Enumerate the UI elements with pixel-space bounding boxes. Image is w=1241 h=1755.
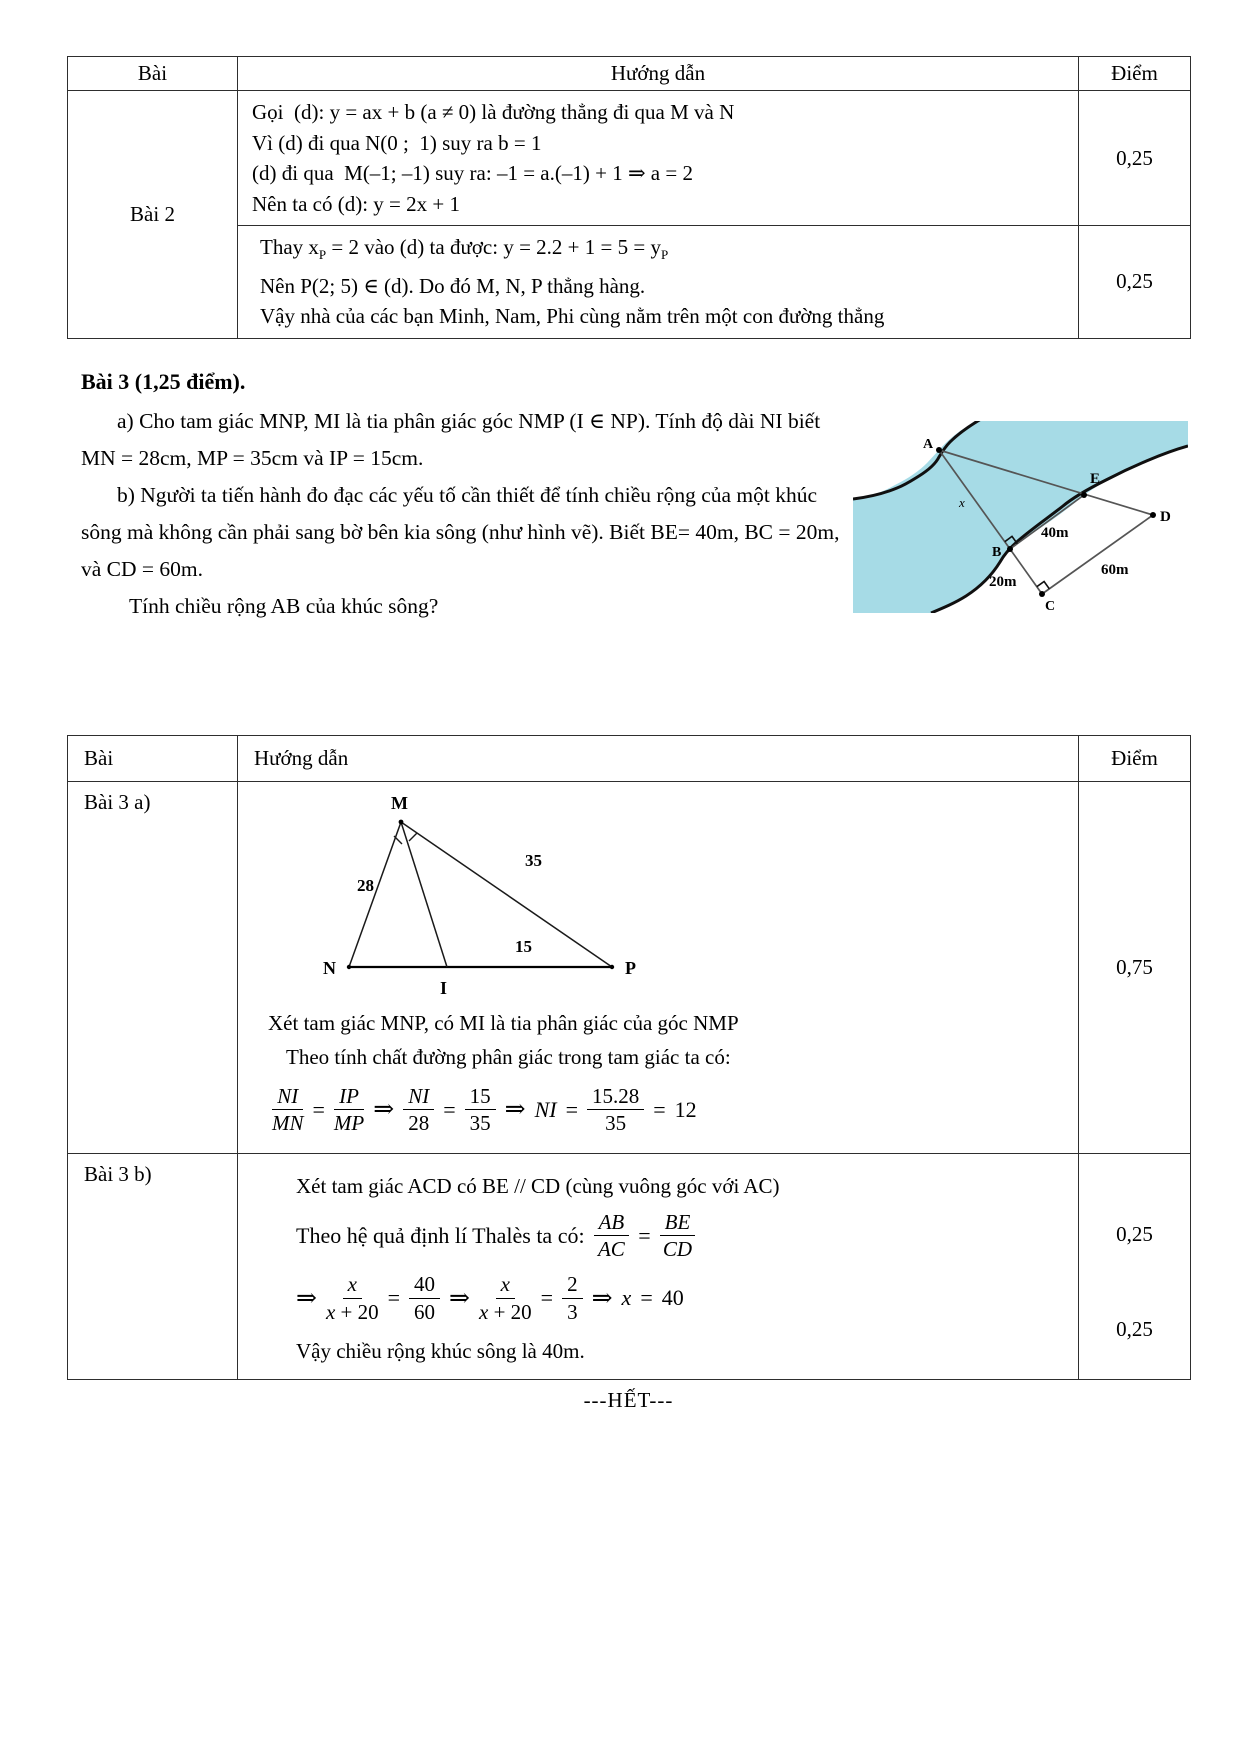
segment-mp: [401, 822, 612, 967]
label-cd-length: 60m: [1101, 561, 1129, 578]
problem3-question: Tính chiều rộng AB của khúc sông?: [129, 593, 439, 618]
result-value: 12: [674, 1096, 697, 1122]
score-value: 0,25: [1079, 226, 1191, 339]
bai3a-solution-cell: [238, 781, 1079, 1153]
bai3b-score-cell: [1079, 1153, 1191, 1379]
problem3-part-b: b) Người ta tiến hành đo đạc các yếu tố cần thiết để tính chiều rộng của một khúc sông mà không cần phải sang bờ bên kia sông (như hình vẽ). Biết BE= 40m, BC = 20m, và CD = 60m.: [81, 482, 840, 581]
label-be-length: 40m: [1041, 524, 1069, 541]
equals-sign: =: [565, 1096, 578, 1122]
score-value: 0,25: [1079, 91, 1191, 226]
solution-line: Nên P(2; 5) ∈ (d). Do đó M, N, P thẳng hàng.: [260, 273, 646, 298]
score-value: 0,75: [1079, 781, 1191, 1153]
solution-line: Nên ta có (d): y = 2x + 1: [252, 191, 460, 216]
river-water: [853, 421, 1188, 613]
bai2-label: Bài 2: [68, 91, 238, 339]
fraction: $\frac{AB}{AC}$: [594, 1210, 630, 1263]
problem3-part-a: a) Cho tam giác MNP, MI là tia phân giác góc NMP (I ∈ NP). Tính độ dài NI biết MN = 28cm, MP = 35cm và IP = 15cm.: [81, 408, 821, 470]
segment-mi: [401, 822, 447, 967]
equals-sign: =: [638, 1222, 651, 1248]
table2-header-huongdan: Hướng dẫn: [238, 735, 1079, 781]
solution-line: Vậy chiều rộng khúc sông là 40m.: [296, 1338, 585, 1363]
table2-header-bai: Bài: [68, 735, 238, 781]
point-a: [936, 447, 942, 453]
point-b: [1007, 546, 1013, 552]
label-d: D: [1160, 508, 1171, 525]
triangle-figure: [307, 792, 1068, 1006]
label-i: I: [440, 977, 448, 998]
implies-arrow: ⇒: [296, 1284, 317, 1312]
table1-header-diem: Điểm: [1079, 57, 1191, 91]
equals-sign: =: [640, 1285, 653, 1311]
table1-header-bai: Bài: [68, 57, 238, 91]
point-e: [1081, 492, 1087, 498]
table1-header-huongdan: Hướng dẫn: [238, 57, 1079, 91]
implies-arrow: ⇒: [591, 1284, 613, 1312]
fraction: $\frac{15.28}{35}$: [587, 1084, 644, 1137]
variable-ni: NI: [534, 1096, 557, 1122]
fraction: $\frac{IP}{MP}$: [333, 1083, 365, 1136]
solution-line: Theo tính chất đường phân giác trong tam giác ta có:: [286, 1044, 731, 1069]
fraction: $\frac{BE}{CD}$: [660, 1210, 696, 1263]
bai3-solution-table: [67, 735, 1191, 1380]
solution-text: Theo hệ quả định lí Thalès ta có:: [296, 1222, 585, 1248]
label-mn-length: 28: [357, 875, 374, 895]
equals-sign: =: [653, 1096, 666, 1122]
solution-line: (d) đi qua M(–1; –1) suy ra: –1 = a.(–1) + 1 ⇒ a = 2: [252, 161, 693, 185]
implies-arrow: ⇒: [504, 1096, 526, 1124]
river-figure: [853, 421, 1188, 613]
equals-sign: =: [540, 1285, 554, 1311]
vertex-n: [347, 964, 351, 968]
solve-x-formula: [296, 1272, 1068, 1325]
fraction: $\frac{x}{x + 20}$: [325, 1272, 379, 1324]
label-bc-length: 20m: [989, 573, 1017, 590]
bai2-step2-cell: [238, 226, 1079, 339]
triangle-diagram: [307, 792, 657, 1000]
fraction: $\frac{15}{35}$: [465, 1084, 496, 1137]
solution-line: Vì (d) đi qua N(0 ; 1) suy ra b = 1: [252, 130, 542, 155]
label-b: B: [992, 544, 1002, 560]
text-fragment: Thay x: [260, 235, 319, 259]
subscript-p: P: [318, 247, 327, 263]
bai2-solution-table: [67, 56, 1191, 339]
text-fragment: = 2 vào (d) ta được: y = 2.2 + 1 = 5 = y: [326, 235, 661, 259]
bai3a-label: Bài 3 a): [68, 781, 238, 1153]
fraction: $\frac{NI}{MN}$: [272, 1083, 304, 1136]
proportion-formula: [272, 1084, 1068, 1137]
label-n: N: [323, 957, 336, 978]
label-ip-length: 15: [515, 936, 532, 956]
subscript-p: P: [660, 247, 669, 263]
solution-line: Gọi (d): y = ax + b (a ≠ 0) là đường thẳng đi qua M và N: [252, 100, 735, 124]
label-e: E: [1090, 470, 1101, 487]
river-diagram: [853, 421, 1188, 613]
solution-line: Xét tam giác ACD có BE // CD (cùng vuông góc với AC): [296, 1173, 780, 1198]
point-c: [1039, 591, 1045, 597]
solution-line: Vậy nhà của các bạn Minh, Nam, Phi cùng nằm trên một con đường thẳng: [260, 304, 885, 329]
result-value: 40: [661, 1285, 684, 1311]
label-mp-length: 35: [525, 850, 542, 870]
score-value: 0,25: [1116, 1317, 1153, 1342]
right-angle-mark-c: [1037, 581, 1050, 588]
bai3b-label: Bài 3 b): [68, 1153, 238, 1379]
table2-header-diem: Điểm: [1079, 735, 1191, 781]
point-d: [1150, 512, 1156, 518]
thales-formula: [296, 1210, 1068, 1263]
equals-sign: =: [443, 1096, 456, 1122]
bai2-step1-cell: [238, 91, 1079, 226]
score-value: 0,25: [1116, 1222, 1153, 1247]
problem3-heading: Bài 3 (1,25 điểm).: [81, 368, 246, 394]
fraction: $\frac{2}{3}$: [562, 1272, 583, 1325]
equals-sign: =: [387, 1285, 401, 1311]
fraction: $\frac{x}{x + 20}$: [479, 1272, 532, 1324]
solution-line: [260, 232, 1068, 271]
label-m: M: [391, 792, 408, 813]
label-a: A: [923, 436, 934, 452]
variable-x: x: [621, 1285, 632, 1311]
label-x: x: [959, 494, 965, 510]
vertex-p: [610, 964, 614, 968]
problem3-statement: [81, 403, 1204, 625]
implies-arrow: ⇒: [449, 1284, 470, 1312]
bai3b-solution-cell: [238, 1153, 1079, 1379]
angle-tick-2: [409, 833, 417, 841]
vertex-m: [399, 819, 404, 824]
equals-sign: =: [312, 1096, 325, 1122]
label-p: P: [625, 957, 636, 978]
label-c: C: [1045, 598, 1056, 613]
implies-arrow: ⇒: [373, 1096, 395, 1124]
end-marker: ---HẾT---: [583, 1387, 674, 1412]
fraction: $\frac{40}{60}$: [409, 1272, 440, 1325]
solution-line: Xét tam giác MNP, có MI là tia phân giác của góc NMP: [268, 1010, 739, 1035]
fraction: $\frac{NI}{28}$: [403, 1084, 434, 1137]
